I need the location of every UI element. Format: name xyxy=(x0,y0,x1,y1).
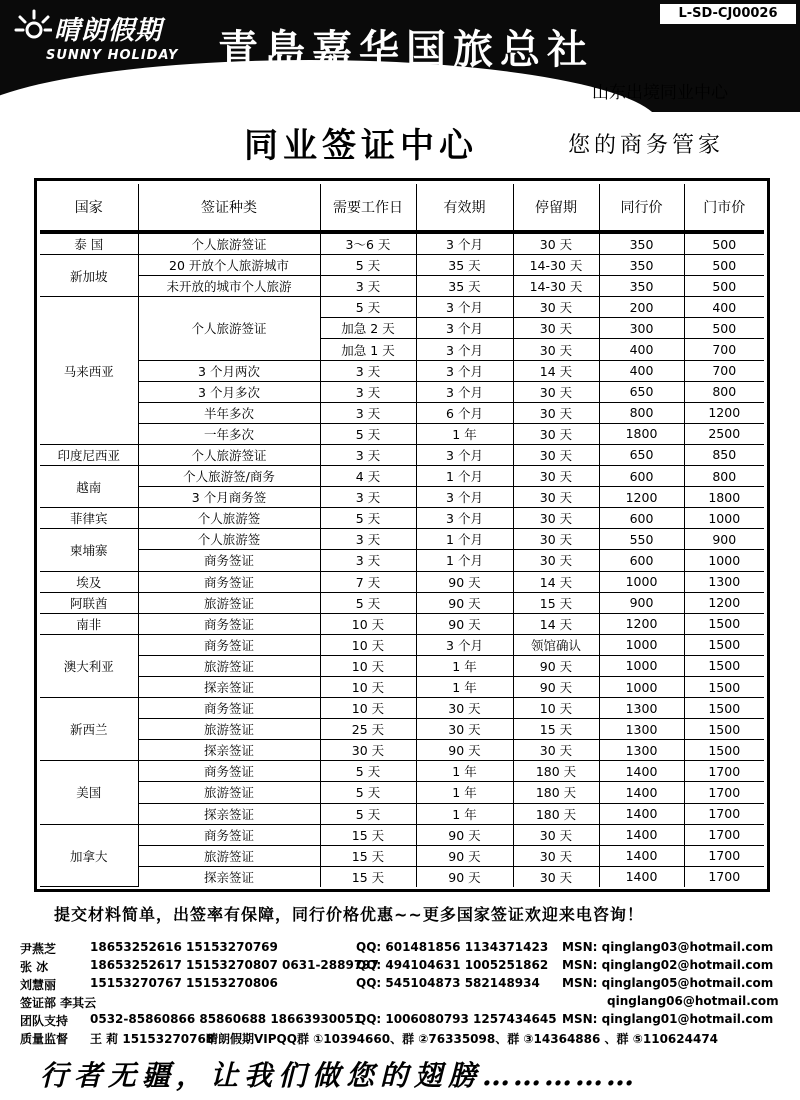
visa-type-cell: 3 个月多次 xyxy=(138,381,320,402)
contact-name: 签证部 李其云 xyxy=(20,996,97,1010)
retail-price-cell: 1500 xyxy=(684,613,764,634)
retail-price-cell: 1700 xyxy=(684,845,764,866)
contact-row xyxy=(20,1030,790,1048)
validity-cell: 30 天 xyxy=(416,698,513,719)
stay-cell: 90 天 xyxy=(513,655,599,676)
visa-type-cell: 商务签证 xyxy=(138,571,320,592)
peer-price-cell: 1400 xyxy=(599,845,684,866)
workdays-cell: 5 天 xyxy=(320,592,416,613)
contact-phones: 18653252616 15153270769 xyxy=(90,940,278,954)
contact-row xyxy=(20,994,790,1012)
table-row xyxy=(40,761,764,782)
visa-type-cell: 商务签证 xyxy=(138,824,320,845)
license-code: L-SD-CJ00026 xyxy=(660,4,796,24)
workdays-cell: 7 天 xyxy=(320,571,416,592)
validity-cell: 3 个月 xyxy=(416,444,513,465)
visa-type-cell: 个人旅游签/商务 xyxy=(138,466,320,487)
stay-cell: 30 天 xyxy=(513,529,599,550)
workdays-cell: 5 天 xyxy=(320,297,416,318)
retail-price-cell: 1500 xyxy=(684,676,764,697)
visa-type-cell: 旅游签证 xyxy=(138,592,320,613)
stay-cell: 30 天 xyxy=(513,339,599,360)
retail-price-cell: 900 xyxy=(684,529,764,550)
table-row xyxy=(40,571,764,592)
peer-price-cell: 400 xyxy=(599,339,684,360)
visa-type-cell: 个人旅游签 xyxy=(138,508,320,529)
contact-msn: MSN: qinglang03@hotmail.com xyxy=(562,940,774,954)
country-cell: 泰 国 xyxy=(40,232,138,255)
validity-cell: 90 天 xyxy=(416,613,513,634)
retail-price-cell: 1700 xyxy=(684,803,764,824)
visa-type-cell: 3 个月商务签 xyxy=(138,487,320,508)
retail-price-cell: 700 xyxy=(684,339,764,360)
validity-cell: 3 个月 xyxy=(416,232,513,255)
validity-cell: 6 个月 xyxy=(416,402,513,423)
slogan: 提交材料简单，出签率有保障，同行价格优惠~~更多国家签证欢迎来电咨询！ xyxy=(54,905,644,924)
stay-cell: 30 天 xyxy=(513,402,599,423)
peer-price-cell: 1200 xyxy=(599,487,684,508)
validity-cell: 3 个月 xyxy=(416,339,513,360)
visa-type-cell: 个人旅游签 xyxy=(138,529,320,550)
table-row xyxy=(40,508,764,529)
table-row xyxy=(40,232,764,255)
validity-cell: 1 年 xyxy=(416,423,513,444)
workdays-cell: 25 天 xyxy=(320,719,416,740)
visa-price-table xyxy=(40,184,764,887)
table-row xyxy=(40,676,764,697)
stay-cell: 30 天 xyxy=(513,508,599,529)
visa-type-cell: 探亲签证 xyxy=(138,676,320,697)
table-row xyxy=(40,466,764,487)
visa-type-cell: 探亲签证 xyxy=(138,740,320,761)
stay-cell: 30 天 xyxy=(513,550,599,571)
logo-en-text: SUNNY HOLIDAY xyxy=(46,48,179,63)
workdays-cell: 30 天 xyxy=(320,740,416,761)
visa-type-cell: 个人旅游签证 xyxy=(138,297,320,360)
validity-cell: 90 天 xyxy=(416,824,513,845)
table-row xyxy=(40,550,764,571)
sun-icon xyxy=(14,8,52,46)
contact-qq: QQ: 494104631 1005251862 xyxy=(356,958,549,972)
peer-price-cell: 350 xyxy=(599,276,684,297)
retail-price-cell: 1300 xyxy=(684,571,764,592)
peer-price-cell: 600 xyxy=(599,508,684,529)
peer-price-cell: 1000 xyxy=(599,571,684,592)
country-cell: 新西兰 xyxy=(40,698,138,761)
retail-price-cell: 800 xyxy=(684,381,764,402)
contact-msn: qinglang06@hotmail.com xyxy=(607,994,779,1008)
visa-type-cell: 旅游签证 xyxy=(138,655,320,676)
stay-cell: 30 天 xyxy=(513,318,599,339)
retail-price-cell: 1700 xyxy=(684,782,764,803)
retail-price-cell: 1800 xyxy=(684,487,764,508)
contact-name: 张 冰 xyxy=(20,960,49,974)
contact-qq: QQ: 545104873 582148934 xyxy=(356,976,540,990)
contact-name: 刘慧丽 xyxy=(20,978,57,992)
table-row xyxy=(40,444,764,465)
validity-cell: 90 天 xyxy=(416,592,513,613)
table-row xyxy=(40,803,764,824)
retail-price-cell: 1700 xyxy=(684,866,764,887)
contact-qq: QQ: 601481856 1134371423 xyxy=(356,940,549,954)
stay-cell: 15 天 xyxy=(513,719,599,740)
stay-cell: 30 天 xyxy=(513,444,599,465)
visa-type-cell: 商务签证 xyxy=(138,550,320,571)
sunny-holiday-logo xyxy=(14,6,214,76)
stay-cell: 180 天 xyxy=(513,761,599,782)
contact-row xyxy=(20,1012,790,1030)
peer-price-cell: 1400 xyxy=(599,782,684,803)
workdays-cell: 5 天 xyxy=(320,508,416,529)
stay-cell: 30 天 xyxy=(513,866,599,887)
header-banner xyxy=(0,0,800,112)
retail-price-cell: 500 xyxy=(684,255,764,276)
table-row xyxy=(40,255,764,276)
contact-msn: MSN: qinglang05@hotmail.com xyxy=(562,976,774,990)
table-row xyxy=(40,402,764,423)
visa-type-cell: 探亲签证 xyxy=(138,866,320,887)
table-row xyxy=(40,698,764,719)
visa-type-cell: 旅游签证 xyxy=(138,845,320,866)
retail-price-cell: 1500 xyxy=(684,634,764,655)
peer-price-cell: 1400 xyxy=(599,761,684,782)
table-row xyxy=(40,613,764,634)
peer-price-cell: 550 xyxy=(599,529,684,550)
contact-phones: 0532-85860866 85860688 18663930051 xyxy=(90,1012,363,1026)
validity-cell: 90 天 xyxy=(416,866,513,887)
country-cell: 阿联酋 xyxy=(40,592,138,613)
workdays-cell: 3 天 xyxy=(320,529,416,550)
retail-price-cell: 1700 xyxy=(684,761,764,782)
workdays-cell: 3 天 xyxy=(320,276,416,297)
workdays-cell: 15 天 xyxy=(320,845,416,866)
stay-cell: 90 天 xyxy=(513,676,599,697)
peer-price-cell: 1300 xyxy=(599,719,684,740)
validity-cell: 3 个月 xyxy=(416,487,513,508)
workdays-cell: 15 天 xyxy=(320,866,416,887)
retail-price-cell: 850 xyxy=(684,444,764,465)
table-row xyxy=(40,782,764,803)
country-cell: 南非 xyxy=(40,613,138,634)
validity-cell: 30 天 xyxy=(416,719,513,740)
workdays-cell: 加急 1 天 xyxy=(320,339,416,360)
workdays-cell: 5 天 xyxy=(320,761,416,782)
stay-cell: 14 天 xyxy=(513,571,599,592)
country-cell: 印度尼西亚 xyxy=(40,444,138,465)
peer-price-cell: 1300 xyxy=(599,740,684,761)
validity-cell: 3 个月 xyxy=(416,508,513,529)
title-row xyxy=(0,118,800,164)
contact-qq: QQ: 1006080793 1257434645 xyxy=(356,1012,557,1026)
visa-type-cell: 旅游签证 xyxy=(138,782,320,803)
stay-cell: 14 天 xyxy=(513,613,599,634)
footer-text: 行者无疆，让我们做您的翅膀 xyxy=(40,1059,483,1092)
retail-price-cell: 1000 xyxy=(684,508,764,529)
contact-list xyxy=(20,940,790,1048)
stay-cell: 30 天 xyxy=(513,297,599,318)
validity-cell: 35 天 xyxy=(416,276,513,297)
visa-type-cell: 探亲签证 xyxy=(138,803,320,824)
peer-price-cell: 1000 xyxy=(599,655,684,676)
retail-price-cell: 1200 xyxy=(684,592,764,613)
validity-cell: 1 年 xyxy=(416,676,513,697)
table-row xyxy=(40,719,764,740)
stay-cell: 14-30 天 xyxy=(513,255,599,276)
visa-type-cell: 商务签证 xyxy=(138,613,320,634)
workdays-cell: 3 天 xyxy=(320,381,416,402)
stay-cell: 30 天 xyxy=(513,845,599,866)
page-tagline: 您的商务管家 xyxy=(568,133,725,158)
workdays-cell: 5 天 xyxy=(320,255,416,276)
visa-type-cell: 未开放的城市个人旅游 xyxy=(138,276,320,297)
peer-price-cell: 900 xyxy=(599,592,684,613)
table-row xyxy=(40,276,764,297)
retail-price-cell: 1700 xyxy=(684,824,764,845)
peer-price-cell: 1400 xyxy=(599,866,684,887)
stay-cell: 14-30 天 xyxy=(513,276,599,297)
validity-cell: 3 个月 xyxy=(416,360,513,381)
validity-cell: 3 个月 xyxy=(416,318,513,339)
retail-price-cell: 700 xyxy=(684,360,764,381)
visa-type-cell: 半年多次 xyxy=(138,402,320,423)
validity-cell: 1 个月 xyxy=(416,466,513,487)
stay-cell: 14 天 xyxy=(513,360,599,381)
logo-cn-text: 晴朗假期 xyxy=(54,16,163,46)
workdays-cell: 3 天 xyxy=(320,550,416,571)
peer-price-cell: 300 xyxy=(599,318,684,339)
retail-price-cell: 1500 xyxy=(684,698,764,719)
table-row xyxy=(40,297,764,318)
stay-cell: 领馆确认 xyxy=(513,634,599,655)
stay-cell: 30 天 xyxy=(513,232,599,255)
table-row xyxy=(40,824,764,845)
visa-type-cell: 个人旅游签证 xyxy=(138,232,320,255)
validity-cell: 1 年 xyxy=(416,782,513,803)
workdays-cell: 5 天 xyxy=(320,423,416,444)
peer-price-cell: 1300 xyxy=(599,698,684,719)
table-row xyxy=(40,655,764,676)
table-row xyxy=(40,381,764,402)
contact-phones: 18653252617 15153270807 0631-2889797 xyxy=(90,958,379,972)
stay-cell: 30 天 xyxy=(513,466,599,487)
validity-cell: 90 天 xyxy=(416,740,513,761)
peer-price-cell: 600 xyxy=(599,550,684,571)
footer-dots: …………… xyxy=(482,1059,638,1092)
retail-price-cell: 800 xyxy=(684,466,764,487)
country-cell: 柬埔寨 xyxy=(40,529,138,571)
retail-price-cell: 2500 xyxy=(684,423,764,444)
stay-cell: 10 天 xyxy=(513,698,599,719)
header-subtitle: 山东出境同业中心 xyxy=(592,83,728,103)
column-header: 同行价 xyxy=(599,184,684,232)
table-row xyxy=(40,423,764,444)
retail-price-cell: 500 xyxy=(684,276,764,297)
footer-tagline xyxy=(40,1054,637,1094)
visa-type-cell: 一年多次 xyxy=(138,423,320,444)
peer-price-cell: 400 xyxy=(599,360,684,381)
page-title: 同业签证中心 xyxy=(244,126,478,166)
brand-name: 青島嘉华国旅总社 xyxy=(218,26,594,73)
table-row xyxy=(40,866,764,887)
visa-type-cell: 旅游签证 xyxy=(138,719,320,740)
workdays-cell: 10 天 xyxy=(320,698,416,719)
table-row xyxy=(40,740,764,761)
visa-type-cell: 个人旅游签证 xyxy=(138,444,320,465)
retail-price-cell: 1500 xyxy=(684,655,764,676)
column-header: 门市价 xyxy=(684,184,764,232)
contact-msn: MSN: qinglang01@hotmail.com xyxy=(562,1012,774,1026)
peer-price-cell: 800 xyxy=(599,402,684,423)
column-header: 需要工作日 xyxy=(320,184,416,232)
retail-price-cell: 500 xyxy=(684,232,764,255)
peer-price-cell: 600 xyxy=(599,466,684,487)
retail-price-cell: 1000 xyxy=(684,550,764,571)
workdays-cell: 10 天 xyxy=(320,613,416,634)
validity-cell: 1 年 xyxy=(416,803,513,824)
validity-cell: 1 个月 xyxy=(416,550,513,571)
peer-price-cell: 650 xyxy=(599,381,684,402)
stay-cell: 180 天 xyxy=(513,782,599,803)
validity-cell: 3 个月 xyxy=(416,297,513,318)
validity-cell: 1 年 xyxy=(416,655,513,676)
country-cell: 菲律宾 xyxy=(40,508,138,529)
contact-phones: 王 莉 15153270768 xyxy=(90,1032,215,1046)
contact-name: 尹燕芝 xyxy=(20,942,57,956)
country-cell: 美国 xyxy=(40,761,138,824)
visa-type-cell: 3 个月两次 xyxy=(138,360,320,381)
table-header-row xyxy=(40,184,764,232)
peer-price-cell: 350 xyxy=(599,255,684,276)
workdays-cell: 3～6 天 xyxy=(320,232,416,255)
validity-cell: 90 天 xyxy=(416,845,513,866)
visa-type-cell: 商务签证 xyxy=(138,761,320,782)
retail-price-cell: 400 xyxy=(684,297,764,318)
country-cell: 澳大利亚 xyxy=(40,634,138,697)
visa-table-frame xyxy=(34,178,770,892)
country-cell: 马来西亚 xyxy=(40,297,138,445)
stay-cell: 30 天 xyxy=(513,487,599,508)
peer-price-cell: 1000 xyxy=(599,676,684,697)
workdays-cell: 5 天 xyxy=(320,803,416,824)
workdays-cell: 4 天 xyxy=(320,466,416,487)
column-header: 国家 xyxy=(40,184,138,232)
peer-price-cell: 1200 xyxy=(599,613,684,634)
table-row xyxy=(40,845,764,866)
workdays-cell: 3 天 xyxy=(320,487,416,508)
contact-name: 团队支持 xyxy=(20,1014,69,1028)
column-header: 停留期 xyxy=(513,184,599,232)
visa-type-cell: 商务签证 xyxy=(138,698,320,719)
workdays-cell: 10 天 xyxy=(320,634,416,655)
peer-price-cell: 1400 xyxy=(599,803,684,824)
country-cell: 新加坡 xyxy=(40,255,138,297)
validity-cell: 90 天 xyxy=(416,571,513,592)
peer-price-cell: 1400 xyxy=(599,824,684,845)
workdays-cell: 加急 2 天 xyxy=(320,318,416,339)
retail-price-cell: 1500 xyxy=(684,740,764,761)
retail-price-cell: 1500 xyxy=(684,719,764,740)
column-header: 签证种类 xyxy=(138,184,320,232)
country-cell: 加拿大 xyxy=(40,824,138,887)
workdays-cell: 10 天 xyxy=(320,655,416,676)
contact-qq: 晴朗假期VIPQQ群 ①10394660、群 ②76335098、群 ③14364886 、群 ⑤110624474 xyxy=(206,1032,719,1046)
validity-cell: 35 天 xyxy=(416,255,513,276)
stay-cell: 30 天 xyxy=(513,824,599,845)
contact-row xyxy=(20,940,790,958)
stay-cell: 15 天 xyxy=(513,592,599,613)
stay-cell: 30 天 xyxy=(513,423,599,444)
table-row xyxy=(40,487,764,508)
peer-price-cell: 1000 xyxy=(599,634,684,655)
contact-name: 质量监督 xyxy=(20,1032,69,1046)
peer-price-cell: 1800 xyxy=(599,423,684,444)
validity-cell: 3 个月 xyxy=(416,634,513,655)
table-row xyxy=(40,634,764,655)
country-cell: 越南 xyxy=(40,466,138,508)
table-body xyxy=(40,232,764,887)
workdays-cell: 3 天 xyxy=(320,444,416,465)
workdays-cell: 3 天 xyxy=(320,402,416,423)
visa-type-cell: 20 开放个人旅游城市 xyxy=(138,255,320,276)
contact-msn: MSN: qinglang02@hotmail.com xyxy=(562,958,774,972)
validity-cell: 3 个月 xyxy=(416,381,513,402)
peer-price-cell: 650 xyxy=(599,444,684,465)
table-row xyxy=(40,592,764,613)
workdays-cell: 5 天 xyxy=(320,782,416,803)
validity-cell: 1 年 xyxy=(416,761,513,782)
contact-phones: 15153270767 15153270806 xyxy=(90,976,278,990)
stay-cell: 30 天 xyxy=(513,381,599,402)
stay-cell: 180 天 xyxy=(513,803,599,824)
validity-cell: 1 个月 xyxy=(416,529,513,550)
workdays-cell: 3 天 xyxy=(320,360,416,381)
peer-price-cell: 350 xyxy=(599,232,684,255)
retail-price-cell: 500 xyxy=(684,318,764,339)
contact-row xyxy=(20,958,790,976)
workdays-cell: 10 天 xyxy=(320,676,416,697)
column-header: 有效期 xyxy=(416,184,513,232)
workdays-cell: 15 天 xyxy=(320,824,416,845)
visa-type-cell: 商务签证 xyxy=(138,634,320,655)
peer-price-cell: 200 xyxy=(599,297,684,318)
country-cell: 埃及 xyxy=(40,571,138,592)
stay-cell: 30 天 xyxy=(513,740,599,761)
table-row xyxy=(40,360,764,381)
retail-price-cell: 1200 xyxy=(684,402,764,423)
contact-row xyxy=(20,976,790,994)
table-row xyxy=(40,529,764,550)
